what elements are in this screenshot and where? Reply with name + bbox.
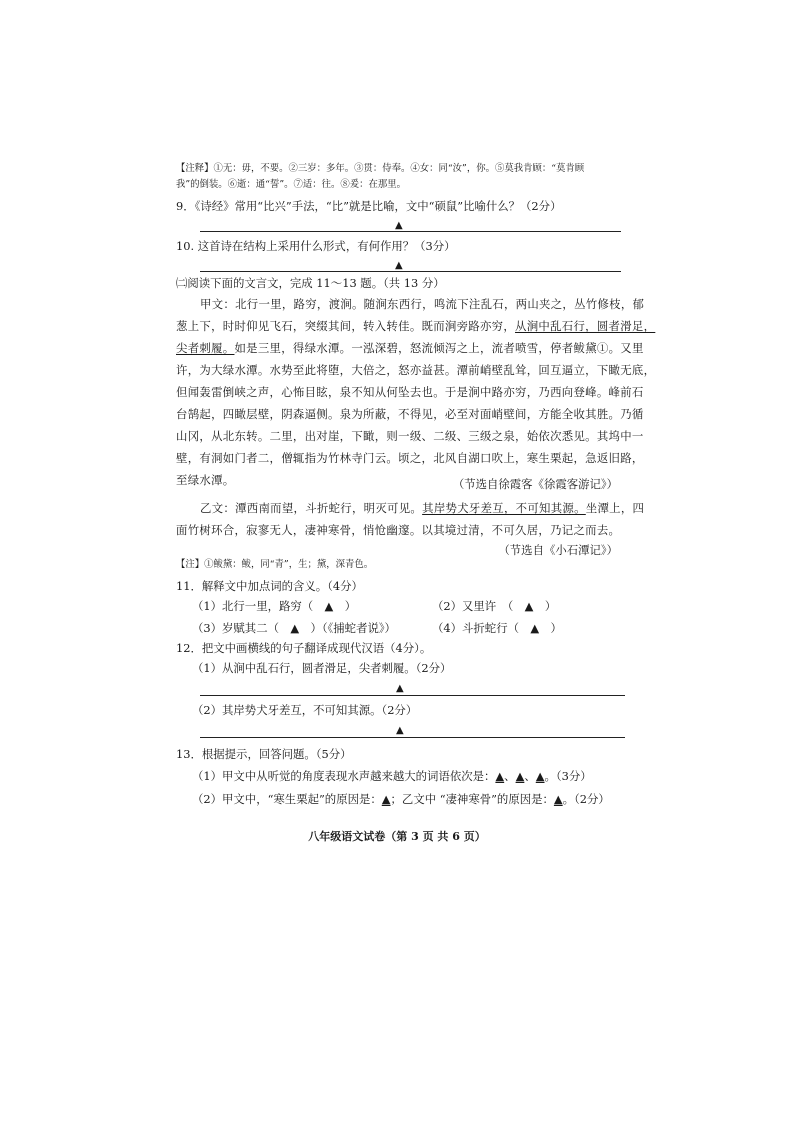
question-13-item-2 — [192, 791, 610, 807]
page-footer: 八年级语文试卷（第 3 页 共 6 页） — [308, 830, 486, 843]
answer-marker: ▲ — [395, 220, 403, 231]
question-12-item-2: （2）其岸势犬牙差互，不可知其源。（2分） — [192, 703, 418, 717]
passage-a-line — [176, 318, 655, 334]
answer-blank: ▲ — [535, 769, 545, 783]
passage-b-text: 乙文：潭西南而望，斗折蛇行，明灭可见。 — [200, 501, 423, 515]
underlined-sentence: 从涧中乱石行，圆者滑足， — [515, 319, 656, 333]
annotation-note-line-2: 我”的倒装。⑥逝：通“誓”。⑦适：往。⑧爰：在那里。 — [176, 179, 407, 190]
passage-b-source: （节选自《小石潭记》） — [498, 543, 618, 557]
answer-blank: ▲ — [381, 792, 391, 806]
passage-a-line: 至绿水潭。 — [176, 473, 235, 487]
passage-a-text: 葱上下，时时仰见飞石，突缀其间，转入转佳。既而涧旁路亦穷， — [176, 319, 516, 333]
answer-marker: ▲ — [396, 725, 404, 736]
passage-a-line: 甲文：北行一里，路穷，渡涧。随涧东西行，鸣流下注乱石，两山夹之，丛竹修枝，郁 — [200, 297, 645, 311]
question-13-item-1 — [192, 768, 592, 784]
answer-marker: ▲ — [396, 683, 404, 694]
passage-a-line: 许，为大绿水潭。水势至此将堕，大倍之，怒亦益甚。潭前峭壁乱耸，回互逼立，下瞰无底， — [176, 363, 656, 377]
answer-line — [200, 695, 625, 696]
passage-a-line: 壁，有洞如门者二，僧辄指为竹林寺门云。顷之，北风自湖口吹上，寒生栗起，急返旧路， — [176, 451, 644, 465]
question-text: ；乙文中 “凄神寒骨”的原因是： — [390, 792, 554, 806]
passage-a-line: 台鹄起，四瞰层壁，阴森逼侧。泉为所蔽，不得见，必至对面峭壁间，方能全收其胜。乃循 — [176, 407, 644, 421]
answer-line — [200, 271, 621, 272]
question-11-item-1: （1）北行一里，路穷（ ▲ ） — [192, 599, 357, 613]
answer-marker: ▲ — [395, 260, 403, 271]
footnote: 【注】①鲅黛：鲅，同“青”，生；黛，深青色。 — [176, 559, 374, 570]
passage-a-text: 如是三里，得绿水潭。一泓深碧，怒流倾泻之上，流者喷雪，停者鲅黛①。又里 — [234, 341, 644, 355]
passage-a-line: 但闻轰雷倒峡之声，心怖目眩，泉不知从何坠去也。于是涧中路亦穷，乃西向登峰。峰前石 — [176, 385, 644, 399]
annotation-note-line-1: 【注释】①无：毋，不要。②三岁：多年。③贯：侍奉。④女：同“汝”，你。⑤莫我肯顾：“莫肯顾 — [176, 163, 585, 174]
question-9: 9．《诗经》常用“比兴”手法，“比”就是比喻，文中“硕鼠”比喻什么？（2分） — [176, 199, 562, 213]
answer-blank: ▲ — [495, 769, 505, 783]
answer-line — [200, 737, 625, 738]
passage-a-line — [176, 340, 644, 356]
section-heading: ㈡阅读下面的文言文，完成 11～13 题。（共 13 分） — [176, 276, 445, 290]
passage-b-line — [200, 500, 644, 516]
question-text: 。（2分） — [562, 792, 610, 806]
passage-b-text: 坐潭上，四 — [585, 501, 645, 515]
separator: 、 — [504, 769, 516, 783]
passage-b-line: 面竹树环合，寂寥无人，凄神寒骨，悄怆幽邃。以其境过清，不可久居，乃记之而去。 — [176, 523, 621, 537]
separator: 、 — [524, 769, 536, 783]
underlined-sentence: 尖者刺履。 — [176, 341, 235, 355]
question-12-item-1: （1）从涧中乱石行，圆者滑足，尖者刺履。（2分） — [192, 661, 452, 675]
passage-a-line: 山冈，从北东转。二里，出对崖，下瞰，则一级、二级、三级之泉，始依次悉见。其坞中一 — [176, 429, 644, 443]
question-text: （2）甲文中，“寒生栗起”的原因是： — [192, 792, 382, 806]
passage-a-source: （节选自徐霞客《徐霞客游记》） — [452, 477, 618, 491]
answer-blank: ▲ — [515, 769, 525, 783]
question-10: 10. 这首诗在结构上采用什么形式，有何作用？（3分） — [176, 239, 456, 253]
question-text: （1）甲文中从听觉的角度表现水声越来越大的词语依次是： — [192, 769, 496, 783]
question-11-item-3: （3）岁赋其二（ ▲ ）（《捕蛇者说》） — [192, 621, 396, 635]
answer-line — [200, 231, 621, 232]
question-12: 12．把文中画横线的句子翻译成现代汉语（4分）。 — [176, 641, 432, 655]
question-text: 。（3分） — [544, 769, 592, 783]
answer-blank: ▲ — [553, 792, 563, 806]
question-11-item-4: （4）斗折蛇行（ ▲ ） — [432, 621, 562, 635]
question-11-item-2: （2）又里许 （ ▲ ） — [432, 599, 557, 613]
question-13: 13．根据提示，回答问题。（5分） — [176, 747, 352, 761]
question-11: 11．解释文中加点词的含义。（4分） — [176, 579, 363, 593]
underlined-sentence: 其岸势犬牙差互，不可知其源。 — [422, 501, 586, 515]
